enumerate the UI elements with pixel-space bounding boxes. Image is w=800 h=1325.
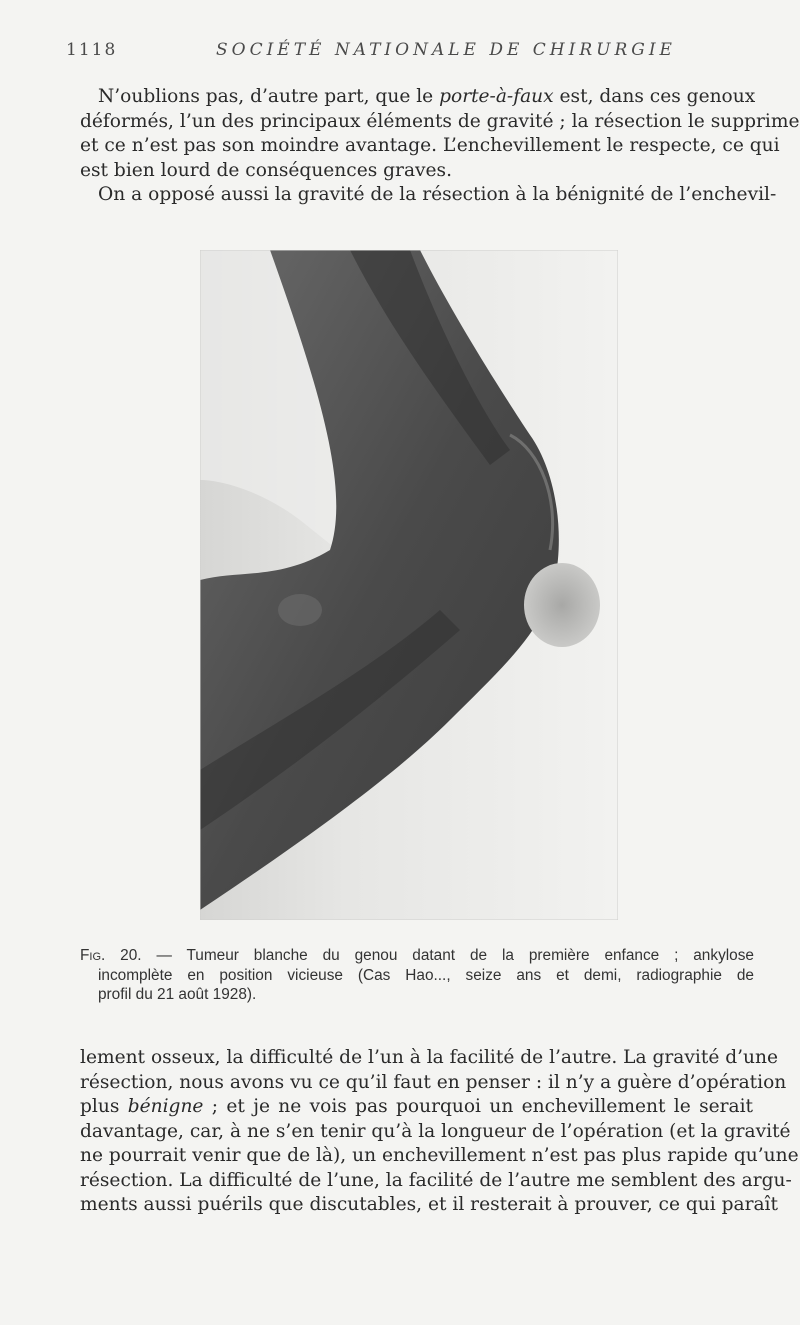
text-line: plus bénigne ; et je ne vois pas pourquoi un enchevillement le serait <box>80 1096 754 1117</box>
text-line: est bien lourd de conséquences graves. <box>80 159 452 181</box>
caption-line: incomplète en position vicieuse (Cas Hao..., seize ans et demi, radiographie de <box>98 966 754 984</box>
text-line: ments aussi puérils que discutables, et il resterait à prouver, ce qui paraît <box>80 1194 778 1215</box>
page-number: 1118 <box>66 40 118 60</box>
text-line: et ce n’est pas son moindre avantage. L’enchevillement le respecte, ce qui <box>80 135 780 156</box>
figure-caption <box>80 946 754 1005</box>
figure-label: Fig. 20. <box>80 947 142 964</box>
paragraph-2: On a opposé aussi la gravité de la résection à la bénignité de l’enchevil- <box>98 184 777 205</box>
paragraph-3 <box>80 1046 799 1218</box>
text-line: ne pourrait venir que de là), un enchevillement n’est pas plus rapide qu’une <box>80 1145 799 1166</box>
paragraph-1 <box>80 85 800 208</box>
running-head <box>66 40 756 64</box>
text-line: lement osseux, la difficulté de l’un à la facilité de l’autre. La gravité d’une <box>80 1047 779 1068</box>
text-line: déformés, l’un des principaux éléments de gravité ; la résection le supprime <box>80 110 800 132</box>
text-line: davantage, car, à ne s’en tenir qu’à la longueur de l’opération (et la gravité <box>80 1120 791 1142</box>
text-line: résection, nous avons vu ce qu’il faut en penser : il n’y a guère d’opération <box>80 1071 787 1093</box>
text-line: N’oublions pas, d’autre part, que le porte-à-faux est, dans ces genoux <box>98 86 756 107</box>
caption-line: Fig. 20. — Tumeur blanche du genou datant de la première enfance ; ankylose <box>80 947 754 964</box>
text-line: résection. La difficulté de l’une, la facilité de l’autre me semblent des argu- <box>80 1169 792 1191</box>
journal-title: SOCIÉTÉ NATIONALE DE CHIRURGIE <box>216 40 676 60</box>
caption-line: profil du 21 août 1928). <box>98 986 257 1003</box>
emphasis: porte-à-faux <box>439 86 554 107</box>
emphasis: bénigne <box>127 1096 204 1117</box>
knee-radiograph-image <box>200 250 618 920</box>
knee-radiograph-figure <box>200 250 618 920</box>
